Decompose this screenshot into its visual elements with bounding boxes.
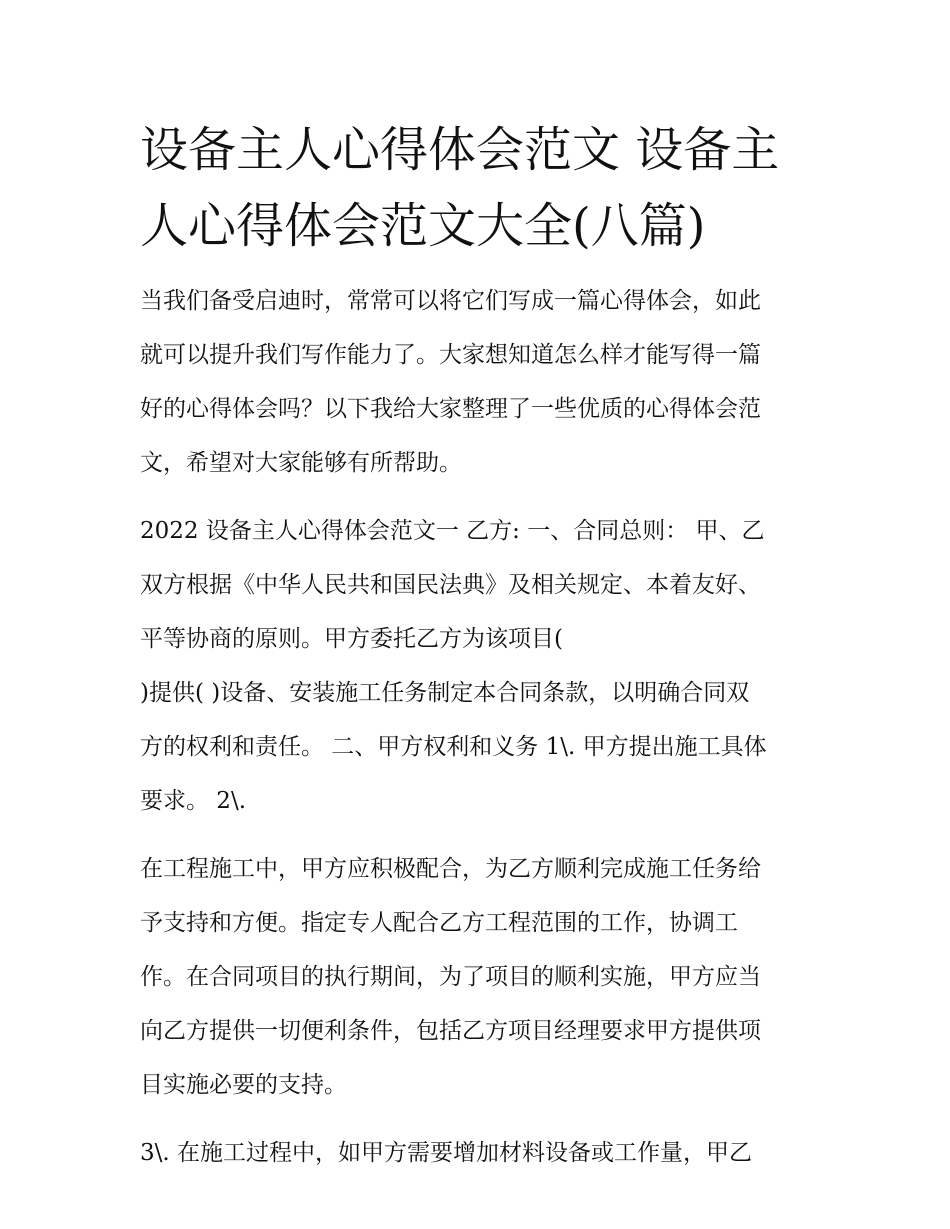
text-line: 3\. 在施工过程中，如甲方需要增加材料设备或工作量，甲乙 [140,1140,753,1166]
text-line: 方的权利和责任。 二、甲方权利和义务 1\. 甲方提出施工具体 [140,734,767,760]
text-line: 要求。 2\. [140,788,247,814]
clause-paragraph [140,1126,820,1180]
intro-paragraph [140,274,820,490]
text-line: 向乙方提供一切便利条件，包括乙方项目经理要求甲方提供项 [140,1018,761,1044]
document-page [140,112,820,1180]
contract-paragraph [140,504,820,828]
text-line: 文，希望对大家能够有所帮助。 [140,450,462,476]
title-line: 设备主人心得体会范文 设备主 [140,122,780,178]
text-line: 就可以提升我们写作能力了。大家想知道怎么样才能写得一篇 [140,342,761,368]
text-line: )提供( )设备、安装施工任务制定本合同条款，以明确合同双 [140,680,750,706]
text-line: 好的心得体会吗？以下我给大家整理了一些优质的心得体会范 [140,396,761,422]
obligations-paragraph [140,842,820,1112]
text-line: 目实施必要的支持。 [140,1072,347,1098]
text-line: 双方根据《中华人民共和国民法典》及相关规定、本着友好、 [140,572,761,598]
text-line: 2022 设备主人心得体会范文一 乙方: 一、合同总则： 甲、乙 [140,518,765,544]
document-title [140,112,820,264]
title-line: 人心得体会范文大全(八篇) [140,198,706,254]
text-line: 作。在合同项目的执行期间，为了项目的顺利实施，甲方应当 [140,964,761,990]
text-line: 当我们备受启迪时，常常可以将它们写成一篇心得体会，如此 [140,288,761,314]
text-line: 在工程施工中，甲方应积极配合，为乙方顺利完成施工任务给 [140,856,761,882]
text-line: 予支持和方便。指定专人配合乙方工程范围的工作，协调工 [140,910,738,936]
text-line: 平等协商的原则。甲方委托乙方为该项目( [140,626,563,652]
